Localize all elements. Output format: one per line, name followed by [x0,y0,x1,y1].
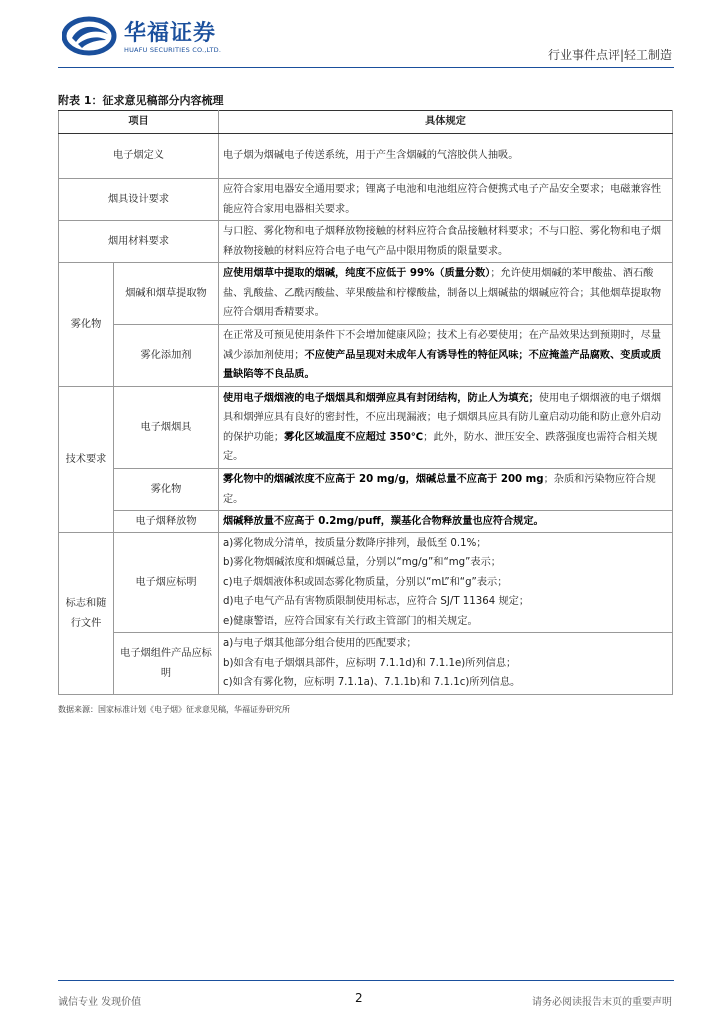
row-text: 与口腔、雾化物和电子烟释放物接触的材料应符合食品接触材料要求；不与口腔、雾化物和电子烟释放物接触的材料应符合电子电气产品中限用物质的限量要求。 [219,221,673,263]
row-label: 烟具设计要求 [59,179,219,221]
list-item: e)健康警语，应符合国家有关行政主管部门的相关规定。 [223,615,478,627]
row-label: 电子烟烟具 [114,387,219,469]
row-text [219,325,673,387]
row-label: 雾化添加剂 [114,325,219,387]
list-item: d)电子电气产品有害物质限制使用标志，应符合 SJ/T 11364 规定； [223,596,530,608]
row-label: 烟用材料要求 [59,221,219,263]
plain-text: ；此外，防水、泄压安全、跌落强度也需符合相关规定。 [223,431,658,462]
company-logo [62,14,252,60]
row-label: 电子烟组件产品应标明 [114,633,219,695]
row-text [219,511,673,533]
row-text [219,263,673,325]
list-item: b)雾化物烟碱浓度和烟碱总量，分别以“mg/g”和“mg”表示； [223,557,501,569]
bold-text: 雾化区域温度不应超过 350℃ [284,431,424,443]
plain-text: ；杂质和污染物应符合规定。 [223,474,656,505]
group-label: 雾化物 [59,263,114,387]
bold-text: 雾化物中的烟碱浓度不应高于 20 mg/g，烟碱总量不应高于 200 mg [223,474,544,486]
list-item: c)如含有雾化物，应标明 7.1.1a)、7.1.1b)和 7.1.1c)所列信息。 [223,677,521,689]
huafu-logo-icon [62,16,120,56]
row-text: 电子烟为烟碱电子传送系统，用于产生含烟碱的气溶胶供人抽吸。 [219,134,673,179]
footer-disclaimer: 请务必阅读报告末页的重要声明 [532,997,672,1008]
bold-text: 使用电子烟烟液的电子烟烟具和烟弹应具有封闭结构，防止人为填充； [223,392,539,404]
row-text: 应符合家用电器安全通用要求；锂离子电池和电池组应符合便携式电子产品安全要求；电磁兼容性能应符合家用电器相关要求。 [219,179,673,221]
logo-text-cn: 华福证券 [124,20,217,46]
row-label: 雾化物 [114,469,219,511]
row-text [219,469,673,511]
list-item: b)如含有电子烟烟具部件，应标明 7.1.1d)和 7.1.1e)所列信息； [223,657,517,669]
bold-text: 烟碱释放量不应高于 0.2mg/puff，羰基化合物释放量也应符合规定。 [223,515,544,527]
table-row [59,511,673,533]
regulation-table [58,110,673,695]
table-row [59,469,673,511]
table-row [59,633,673,695]
bold-text: 不应使产品呈现对未成年人有诱导性的特征风味；不应掩盖产品腐败、变质或质量缺陷等不良品质。 [223,349,662,381]
bold-text: 应使用烟草中提取的烟碱，纯度不应低于 99%（质量分数） [223,268,491,280]
page-number: 2 [355,991,363,1005]
row-text [219,387,673,469]
column-header-item: 项目 [59,111,219,134]
plain-text: 在正常及可预见使用条件下不会增加健康风险；技术上有必要使用；在产品效果达到预期时，尽量减少添加剂使用； [223,330,662,361]
list-item: c)电子烟烟液体积或固态雾化物质量，分别以“mL”和“g”表示； [223,576,508,588]
list-item: a)与电子烟其他部分组合使用的匹配要求； [223,638,417,650]
table-header-row [59,111,673,134]
table-row [59,387,673,469]
table-row [59,533,673,633]
footer-divider [58,980,674,981]
row-label: 电子烟释放物 [114,511,219,533]
footer-slogan: 诚信专业 发现价值 [58,997,142,1008]
table-row [59,134,673,179]
logo-text-en: HUAFU SECURITIES CO.,LTD. [124,46,222,54]
group-label: 标志和随行文件 [59,533,114,695]
table-row [59,325,673,387]
table-row [59,263,673,325]
row-label: 烟碱和烟草提取物 [114,263,219,325]
table-row [59,221,673,263]
group-label: 技术要求 [59,387,114,533]
row-label: 电子烟应标明 [114,533,219,633]
row-text [219,633,673,695]
data-source-note: 数据来源：国家标准计划《电子烟》征求意见稿，华福证券研究所 [58,705,290,714]
table-caption: 附表 1：征求意见稿部分内容梳理 [58,94,224,107]
header-divider [58,67,674,68]
plain-text: ；允许使用烟碱的苯甲酸盐、酒石酸盐、乳酸盐、乙酰丙酸盐、苹果酸盐和柠檬酸盐，制备以上烟碱盐的烟碱应符合；其他烟草提取物应符合烟用香精要求。 [223,268,662,319]
plain-text: 使用电子烟烟液的电子烟烟具和烟弹应具有良好的密封性，不应出现漏液；电子烟烟具应具有防儿童启动功能和防止意外启动的保护功能； [223,392,662,443]
column-header-rule: 具体规定 [219,111,673,134]
row-label: 电子烟定义 [59,134,219,179]
list-item: a)雾化物成分清单，按质量分数降序排列，最低至 0.1%； [223,537,487,549]
report-category: 行业事件点评|轻工制造 [547,48,672,62]
row-text [219,533,673,633]
table-row [59,179,673,221]
